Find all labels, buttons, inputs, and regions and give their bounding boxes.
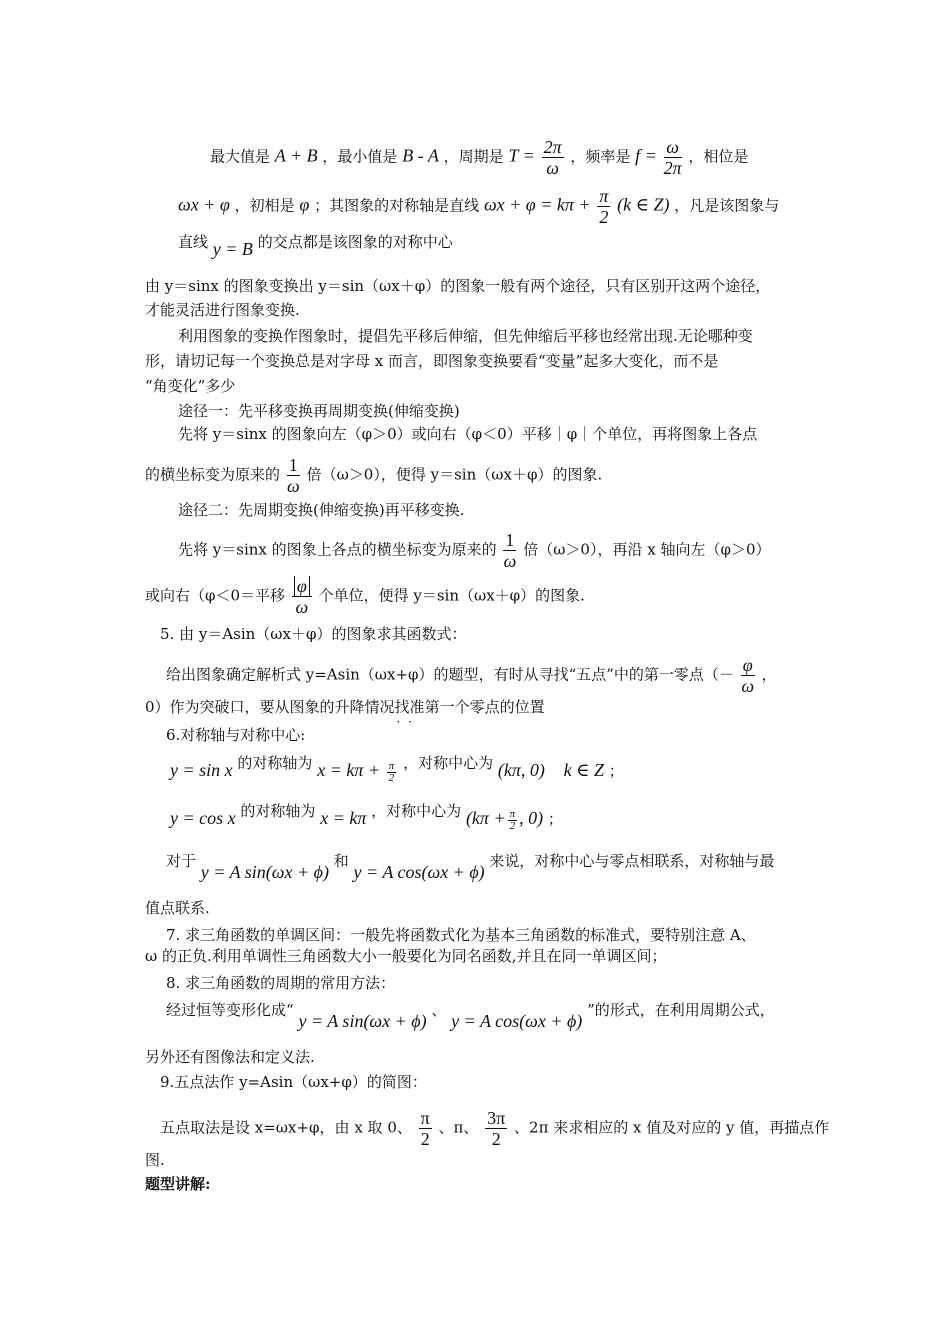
paragraph-line: 图. xyxy=(145,1151,165,1169)
section-title-text: 题型讲解: xyxy=(145,1175,211,1193)
paragraph-line: 途径一：先平移变换再周期变换(伸缩变换) xyxy=(178,402,460,420)
line-five-points xyxy=(160,1108,829,1149)
fraction-frequency xyxy=(664,137,682,178)
section-title xyxy=(145,1174,211,1194)
paragraph-line: 值点联系. xyxy=(145,899,210,917)
text: 倍（ω＞0），再沿 x 轴向左（φ＞0） xyxy=(523,540,771,559)
text: 的对称轴为 xyxy=(240,802,316,820)
line-center xyxy=(178,231,453,259)
text: 经过恒等变形化成“ xyxy=(166,1001,294,1019)
formula-phase: ωx + φ xyxy=(178,194,230,215)
section-heading-7: 7. 求三角函数的单调区间：一般先将函数式化为基本三角函数的标准式，要特别注意 A、 xyxy=(166,926,756,944)
text: 、2π 来求相应的 x 值及对应的 y 值，再描点作 xyxy=(514,1118,830,1137)
abs-phi: φ xyxy=(294,576,310,596)
denominator: 2 xyxy=(599,207,609,227)
section-heading-8: 8. 求三角函数的周期的常用方法： xyxy=(166,974,396,992)
text: 0）作为突破口，要从图象的升降情况 xyxy=(145,698,395,716)
text: ，频率是 xyxy=(570,147,631,166)
line-period-method xyxy=(166,999,775,1031)
paragraph-line: 先将 y＝sinx 的图象向左（φ＞0）或向右（φ＜0）平移｜φ｜个单位，再将图象上各点 xyxy=(178,425,758,443)
denominator: 2π xyxy=(663,158,682,178)
numerator: 2π xyxy=(543,137,562,157)
fraction-pi-over-2 xyxy=(387,761,397,784)
formula-acos: y = A cos(ωx + ϕ) xyxy=(353,862,485,882)
denominator: ω xyxy=(295,597,309,617)
text: 个单位，便得 y＝sin（ωx＋φ）的图象. xyxy=(318,586,585,605)
text: ，周期是 xyxy=(443,147,504,166)
denominator: ω xyxy=(741,676,755,696)
text: ，对称中心为 xyxy=(371,802,462,820)
text: ，对称中心为 xyxy=(403,754,494,772)
formula-min: B - A xyxy=(402,145,439,166)
formula-acos: y = A cos(ωx + ϕ) xyxy=(451,1011,583,1031)
numerator: 1 xyxy=(505,530,515,550)
denominator: 2 xyxy=(388,771,395,784)
formula-center: (kπ, 0) xyxy=(497,760,545,780)
paragraph-line: 利用图象的变换作图象时，提倡先平移后伸缩，但先伸缩后平移也经常出现.无论哪种变 xyxy=(178,327,753,345)
text: 先将 y＝sinx 的图象上各点的横坐标变为原来的 xyxy=(178,540,497,559)
formula-axis: x = kπ xyxy=(320,808,367,828)
line-route-one-scale xyxy=(145,455,602,496)
section-heading-6: 6.对称轴与对称中心: xyxy=(166,726,306,744)
line-phase-axis xyxy=(178,186,779,227)
line-route-two-scale xyxy=(178,530,771,571)
numerator: π xyxy=(388,759,395,772)
formula-sin: y = sin x xyxy=(170,760,233,780)
paragraph-line: 另外还有图像法和定义法. xyxy=(145,1048,315,1066)
denominator: ω xyxy=(546,158,559,178)
fraction-pi-over-2 xyxy=(597,186,610,227)
formula-initial-phase: φ xyxy=(299,194,310,215)
line-breakthrough xyxy=(145,697,545,717)
formula-asin: y = A sin(ωx + ϕ) xyxy=(298,1011,427,1031)
formula-max: A + B xyxy=(274,145,318,166)
text: 倍（ω＞0），便得 y＝sin（ωx＋φ）的图象. xyxy=(306,465,603,484)
fraction-period xyxy=(542,137,564,178)
text: ； xyxy=(547,810,563,828)
text: 的对称轴为 xyxy=(237,754,313,772)
text: ，凡是该图象与 xyxy=(674,196,780,215)
text: ”的形式，在利用周期公式， xyxy=(587,1001,775,1019)
formula-cos: y = cos x xyxy=(170,808,236,828)
paragraph-line: 途径二：先周期变换(伸缩变换)再平移变换. xyxy=(178,501,465,519)
text: 五点取法是设 x=ωx+φ，由 x 取 0、 xyxy=(160,1118,412,1137)
text: ；其图象的对称轴是直线 xyxy=(314,196,480,215)
formula-asin: y = A sin(ωx + ϕ) xyxy=(200,862,329,882)
fraction-3pi-over-2 xyxy=(485,1108,507,1149)
formula-y-equals-b: y = B xyxy=(212,239,253,259)
numerator: ω xyxy=(664,137,682,158)
emphasized-text: 找准 · · xyxy=(395,698,425,716)
formula-frequency: f = xyxy=(635,145,657,166)
formula-axis: x = kπ + xyxy=(317,760,381,780)
paragraph-line: 由 y＝sinx 的图象变换出 y＝sin（ωx＋φ）的图象一般有两个途径，只有区别开这两个途径， xyxy=(145,277,771,295)
text: 给出图象确定解析式 y=Asin（ωx+φ）的题型，有时从寻找“五点”中的第一零点（－ xyxy=(166,665,734,684)
text: ； xyxy=(608,762,624,780)
formula-center-b: , 0) xyxy=(519,808,544,828)
numerator xyxy=(292,576,312,597)
text: 的横坐标变为原来的 xyxy=(145,465,281,484)
text: 对于 xyxy=(166,852,197,870)
formula-period: T = xyxy=(508,145,535,166)
denominator: 2 xyxy=(420,1129,430,1149)
denominator: ω xyxy=(286,476,300,496)
numerator: π xyxy=(599,186,609,206)
line-route-two-shift xyxy=(145,576,585,617)
text: 、 xyxy=(431,1001,447,1019)
paragraph-line: 才能灵活进行图象变换. xyxy=(145,301,300,319)
section-heading-9: 9.五点法作 y=Asin（ωx+φ）的简图： xyxy=(160,1073,427,1091)
text: ，最小值是 xyxy=(322,147,398,166)
text: ，相位是 xyxy=(688,147,749,166)
line-for-functions xyxy=(166,850,775,882)
line-max-min-period xyxy=(210,137,748,178)
text: 直线 xyxy=(178,233,209,251)
line-first-zero xyxy=(166,655,776,696)
denominator: 2 xyxy=(491,1129,501,1149)
text: 来说，对称中心与零点相联系，对称轴与最 xyxy=(489,852,775,870)
formula-axis: ωx + φ = kπ + xyxy=(483,194,591,215)
numerator: φ xyxy=(742,655,753,675)
fraction-pi-over-2 xyxy=(419,1108,432,1149)
denominator: 2 xyxy=(509,819,516,832)
formula-k-in-z: (k ∈ Z) xyxy=(617,194,670,215)
fraction-pi-over-2 xyxy=(508,809,518,832)
text: 最大值是 xyxy=(210,147,271,166)
text: 或向右（φ＜0＝平移 xyxy=(145,586,286,605)
text: 、π、 xyxy=(438,1118,479,1137)
line-cos-symmetry xyxy=(170,802,563,832)
fraction-abs-phi-over-omega xyxy=(292,576,312,617)
paragraph-line: “角变化”多少 xyxy=(145,377,236,395)
text: ， xyxy=(761,665,777,684)
paragraph-line: ω 的正负.利用单调性三角函数大小一般要化为同名函数,并且在同一单调区间； xyxy=(145,947,667,965)
denominator: ω xyxy=(503,551,517,571)
paragraph-line: 形，请切记每一个变换总是对字母 x 而言，即图象变换要看“变量”起多大变化，而不是 xyxy=(145,352,719,370)
text: 的交点都是该图象的对称中心 xyxy=(257,233,453,251)
fraction-one-over-omega xyxy=(287,455,300,496)
text: ，初相是 xyxy=(234,196,295,215)
formula-k-in-z: k ∈ Z xyxy=(563,760,604,780)
text: 和 xyxy=(333,852,349,870)
numerator: 3π xyxy=(487,1108,506,1128)
numerator: π xyxy=(420,1108,430,1128)
numerator: π xyxy=(509,807,516,820)
line-sin-symmetry xyxy=(170,754,624,784)
formula-center-a: (kπ + xyxy=(465,808,506,828)
numerator: 1 xyxy=(288,455,298,475)
fraction-one-over-omega xyxy=(503,530,516,571)
section-heading-5: 5. 由 y＝Asin（ωx＋φ）的图象求其函数式： xyxy=(160,625,467,643)
fraction-phi-over-omega xyxy=(741,655,755,696)
text: 第一个零点的位置 xyxy=(424,698,545,716)
